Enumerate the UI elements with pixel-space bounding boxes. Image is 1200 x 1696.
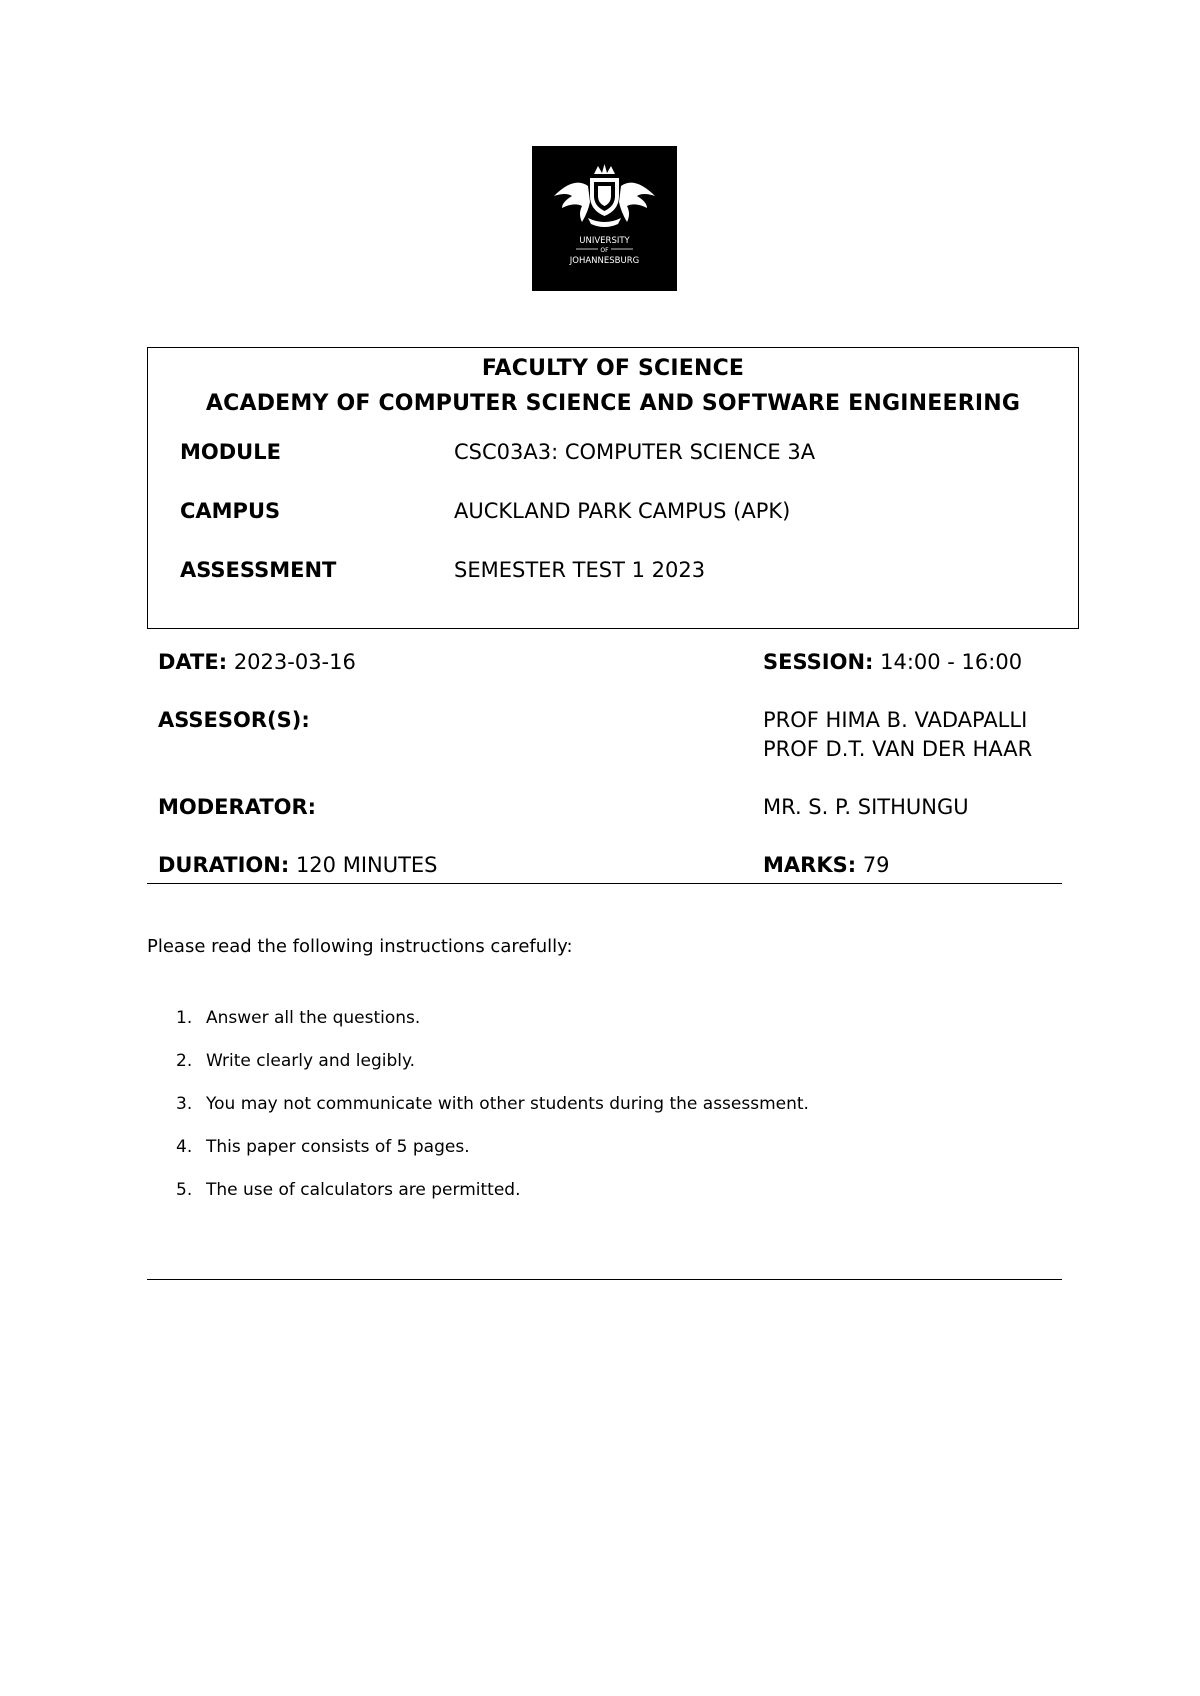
academy-title: ACADEMY OF COMPUTER SCIENCE AND SOFTWARE ENGINEERING xyxy=(205,391,1021,416)
marks-label: MARKS: xyxy=(763,853,857,877)
header-box xyxy=(147,347,1079,629)
item-number: 2. xyxy=(176,1051,193,1071)
item-number: 4. xyxy=(176,1137,193,1157)
module-value: CSC03A3: COMPUTER SCIENCE 3A xyxy=(454,440,816,464)
item-text: You may not communicate with other students during the assessment. xyxy=(206,1094,809,1114)
item-number: 1. xyxy=(176,1008,193,1028)
moderator-label: MODERATOR: xyxy=(158,795,317,819)
date-value: 2023-03-16 xyxy=(233,650,356,674)
item-text: Answer all the questions. xyxy=(206,1008,421,1028)
svg-text:UNIVERSITY: UNIVERSITY xyxy=(579,236,630,246)
list-item xyxy=(176,1008,809,1051)
duration-field xyxy=(158,853,438,877)
marks-value: 79 xyxy=(862,853,890,877)
assessment-value: SEMESTER TEST 1 2023 xyxy=(454,558,706,582)
assessors-label: ASSESOR(S): xyxy=(158,708,310,732)
assessor-name-1: PROF HIMA B. VADAPALLI xyxy=(763,708,1028,732)
assessor-name-2: PROF D.T. VAN DER HAAR xyxy=(763,737,1033,761)
assessment-label: ASSESSMENT xyxy=(180,558,337,582)
assessors-field xyxy=(158,708,310,732)
module-label: MODULE xyxy=(180,440,281,464)
details-divider xyxy=(147,883,1062,884)
session-label: SESSION: xyxy=(763,650,874,674)
university-logo xyxy=(532,146,677,291)
session-value: 14:00 - 16:00 xyxy=(880,650,1023,674)
item-text: The use of calculators are permitted. xyxy=(206,1180,521,1200)
faculty-title: FACULTY OF SCIENCE xyxy=(481,356,745,381)
session-field xyxy=(763,650,1022,674)
item-text: This paper consists of 5 pages. xyxy=(206,1137,470,1157)
campus-value: AUCKLAND PARK CAMPUS (APK) xyxy=(454,499,791,523)
moderator-field xyxy=(158,795,316,819)
bottom-divider xyxy=(147,1279,1062,1280)
svg-text:OF: OF xyxy=(600,247,609,254)
list-item xyxy=(176,1137,809,1180)
marks-field xyxy=(763,853,890,877)
svg-text:JOHANNESBURG: JOHANNESBURG xyxy=(569,256,640,266)
item-number: 3. xyxy=(176,1094,193,1114)
instructions-list xyxy=(176,1008,809,1223)
item-text: Write clearly and legibly. xyxy=(206,1051,416,1071)
list-item xyxy=(176,1094,809,1137)
campus-label: CAMPUS xyxy=(180,499,281,523)
moderator-value: MR. S. P. SITHUNGU xyxy=(763,795,969,819)
list-item xyxy=(176,1180,809,1223)
instructions-intro: Please read the following instructions carefully: xyxy=(147,936,573,957)
list-item xyxy=(176,1051,809,1094)
date-field xyxy=(158,650,356,674)
duration-value: 120 MINUTES xyxy=(295,853,438,877)
duration-label: DURATION: xyxy=(158,853,290,877)
university-of-johannesburg-crest-icon xyxy=(532,146,677,291)
date-label: DATE: xyxy=(158,650,228,674)
item-number: 5. xyxy=(176,1180,193,1200)
